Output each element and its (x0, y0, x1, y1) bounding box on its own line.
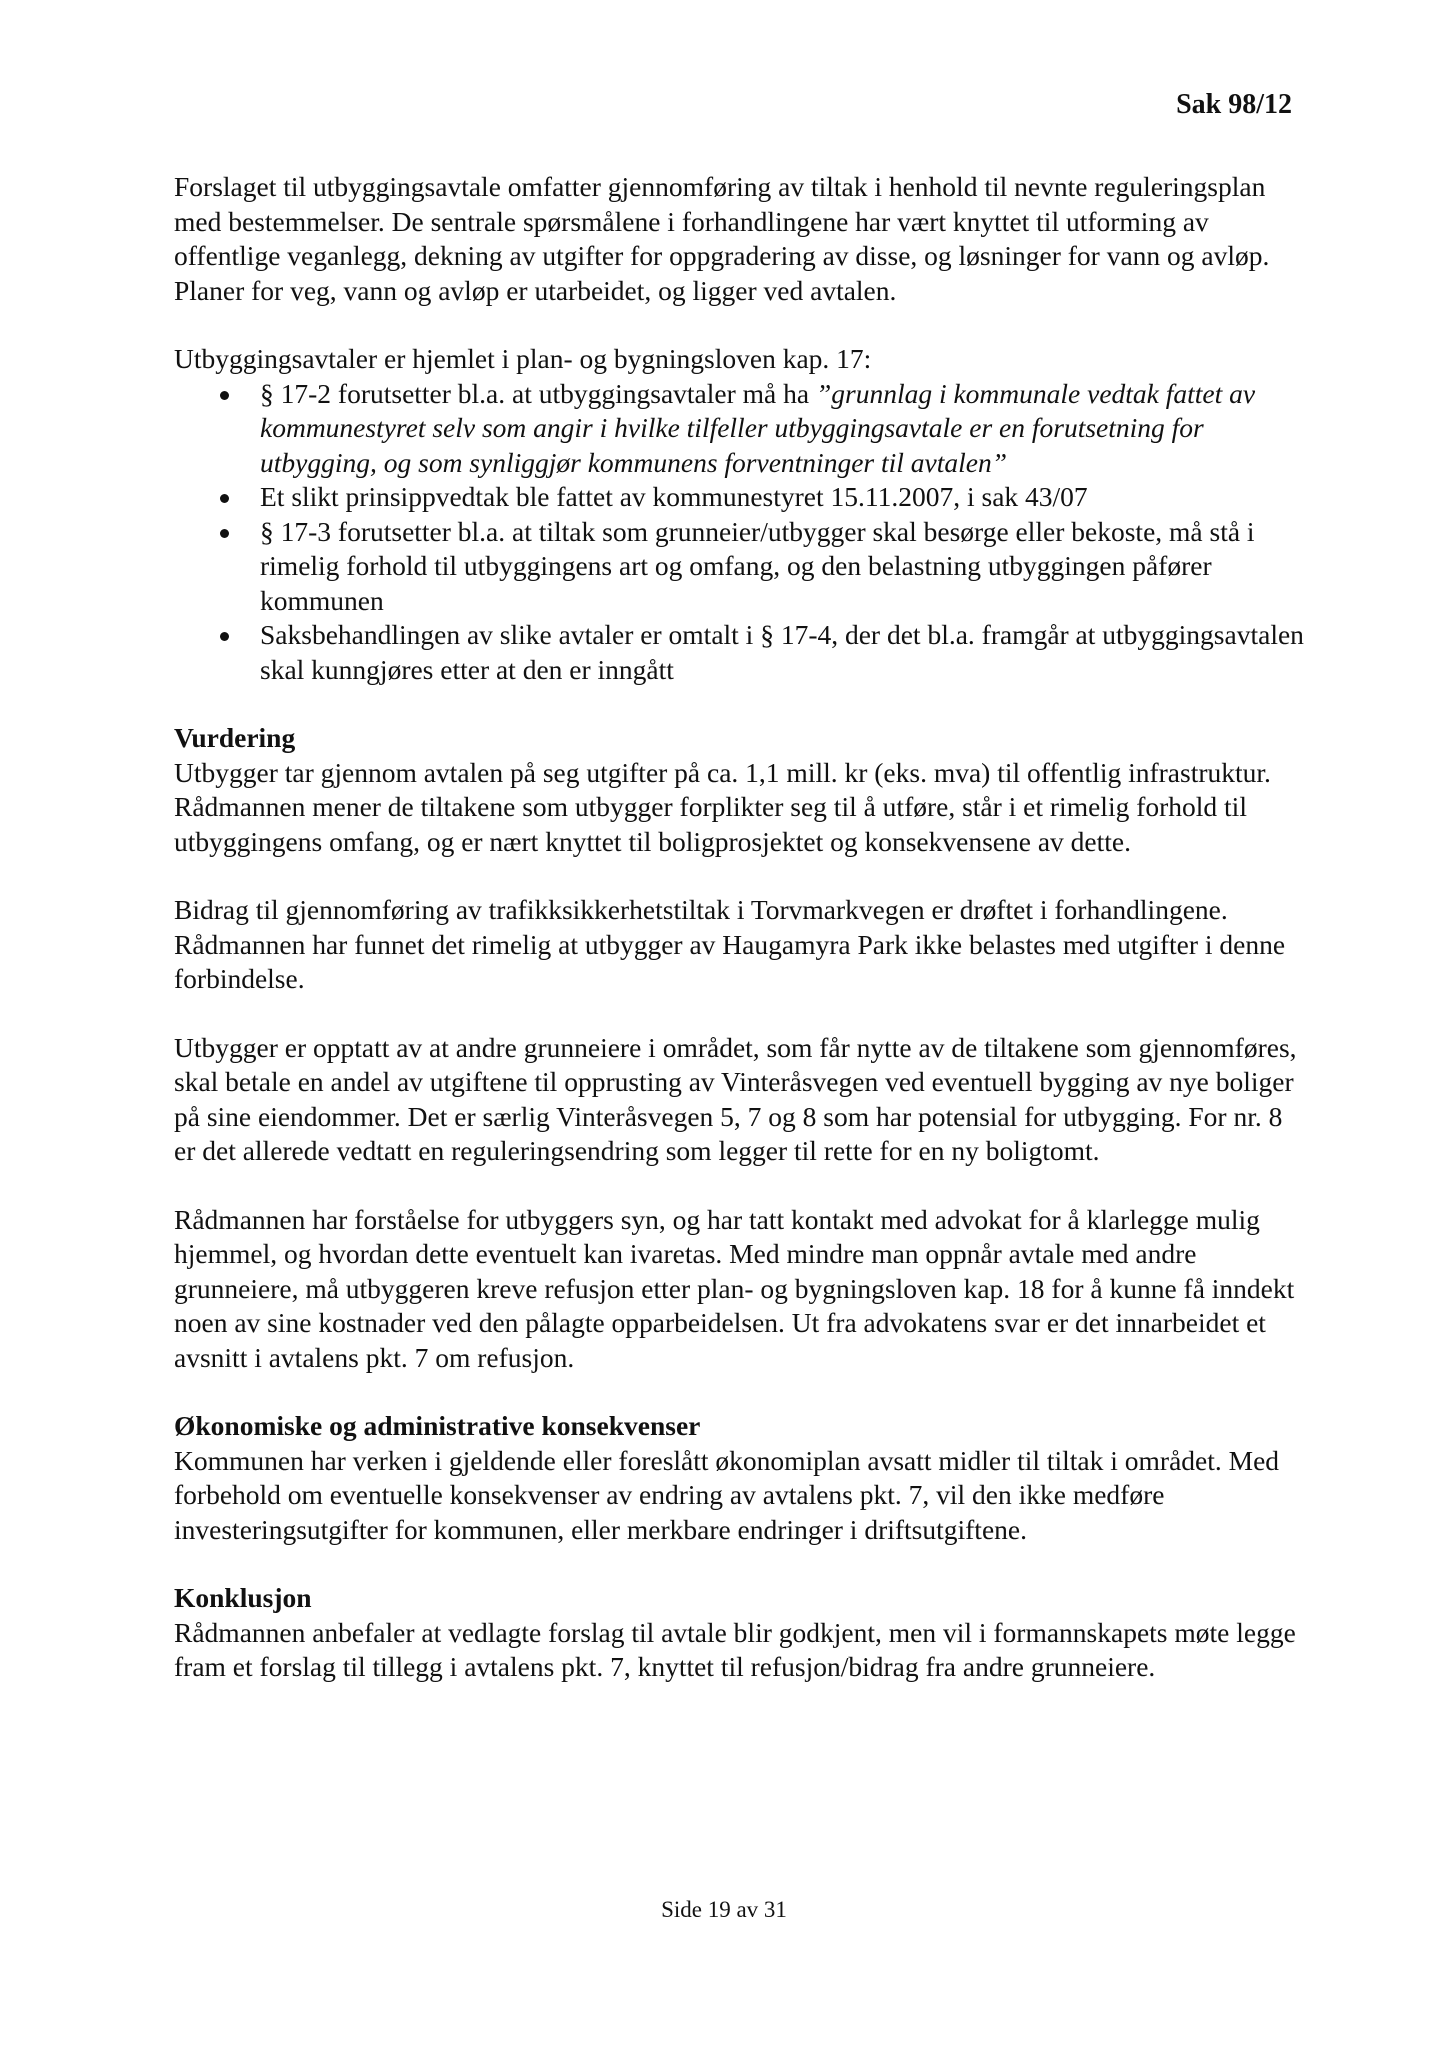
bullet-icon (220, 632, 229, 641)
list-item-text: Et slikt prinsippvedtak ble fattet av kommunestyret 15.11.2007, i sak 43/07 (260, 481, 1088, 512)
bullet-icon (220, 494, 229, 503)
page-number: Side 19 av 31 (661, 1897, 787, 1922)
konklusjon-paragraph: Rådmannen anbefaler at vedlagte forslag til avtale blir godkjent, men vil i formannskapets møte legge fram et forslag til tillegg i avtalens pkt. 7, knyttet til refusjon/bidrag fra andre grunneiere. (174, 1616, 1296, 1682)
intro-paragraph: Forslaget til utbyggingsavtale omfatter gjennomføring av tiltak i henhold til nevnte reguleringsplan med bestemmelser. De sentrale spørsmålene i forhandlingene har vært knyttet til utforming av offentlige veganlegg, dekning av utgifter for oppgradering av disse, og løsninger for vann og avløp. Planer for veg, vann og avløp er utarbeidet, og ligger ved avtalen. (174, 171, 1270, 306)
section-heading-vurdering: Vurdering (174, 722, 296, 753)
list-item-text: § 17-3 forutsetter bl.a. at tiltak som grunneier/utbygger skal besørge eller bekoste, må stå i rimelig forhold til utbyggingens art og omfang, og den belastning utbyggingen påfører kommunen (260, 515, 1255, 616)
document-body (174, 170, 1304, 1685)
vurdering-paragraph: Utbygger er opptatt av at andre grunneiere i området, som får nytte av de tiltakene som gjennomføres, skal betale en andel av utgiftene til opprusting av Vinteråsvegen ved eventuell bygging av nye boliger på sine eiendommer. Det er særlig Vinteråsvegen 5, 7 og 8 som har potensial for utbygging. For nr. 8 er det allerede vedtatt en reguleringsendring som legger til rette for en ny boligtomt. (174, 1031, 1297, 1166)
list-item-text: Saksbehandlingen av slike avtaler er omtalt i § 17-4, der det bl.a. framgår at utbyggingsavtalen skal kunngjøres etter at den er inngått (260, 619, 1304, 685)
list-item-text: § 17-2 forutsetter bl.a. at utbyggingsavtaler må ha (260, 377, 816, 409)
bullet-icon (220, 391, 229, 400)
vurdering-paragraph: Utbygger tar gjennom avtalen på seg utgifter på ca. 1,1 mill. kr (eks. mva) til offentlig infrastruktur. Rådmannen mener de tiltakene som utbygger forplikter seg til å utføre, står i et rimelig forhold til utbyggingens omfang, og er nært knyttet til boligprosjektet og konsekvensene av dette. (174, 756, 1271, 857)
section-heading-okonomiske: Økonomiske og administrative konsekvenser (174, 1410, 701, 1441)
case-number: Sak 98/12 (1176, 89, 1292, 120)
list-item (260, 377, 1304, 481)
list-item (260, 618, 1304, 687)
vurdering-paragraph: Bidrag til gjennomføring av trafikksikkerhetstiltak i Torvmarkvegen er drøftet i forhandlingene. Rådmannen har funnet det rimelig at utbygger av Haugamyra Park ikke belastes med utgifter i denne forbindelse. (174, 894, 1286, 994)
legal-basis-list (174, 377, 1304, 688)
bullet-icon (220, 529, 229, 538)
list-item-quote: ”grunnlag i kommunale vedtak fattet av kommunestyret selv som angir i hvilke tilfeller utbyggingsavtale er en forutsetning for utbygging, og som synliggjør kommunens forventninger til avtalen” (260, 377, 1256, 478)
okonomiske-paragraph: Kommunen har verken i gjeldende eller foreslått økonomiplan avsatt midler til tiltak i området. Med forbehold om eventuelle konsekvenser av endring av avtalens pkt. 7, vil den ikke medføre investeringsutgifter for kommunen, eller merkbare endringer i driftsutgiftene. (174, 1444, 1280, 1545)
section-heading-konklusjon: Konklusjon (174, 1582, 312, 1613)
vurdering-paragraph: Rådmannen har forståelse for utbyggers syn, og har tatt kontakt med advokat for å klarlegge mulig hjemmel, og hvordan dette eventuelt kan ivaretas. Med mindre man oppnår avtale med andre grunneiere, må utbyggeren kreve refusjon etter plan- og bygningsloven kap. 18 for å kunne få inndekt noen av sine kostnader ved den pålagte opparbeidelsen. Ut fra advokatens svar er det innarbeidet et avsnitt i avtalens pkt. 7 om refusjon. (174, 1203, 1295, 1373)
list-item (260, 480, 1304, 515)
list-item (260, 515, 1304, 619)
legal-basis-intro: Utbyggingsavtaler er hjemlet i plan- og bygningsloven kap. 17: (174, 343, 872, 374)
